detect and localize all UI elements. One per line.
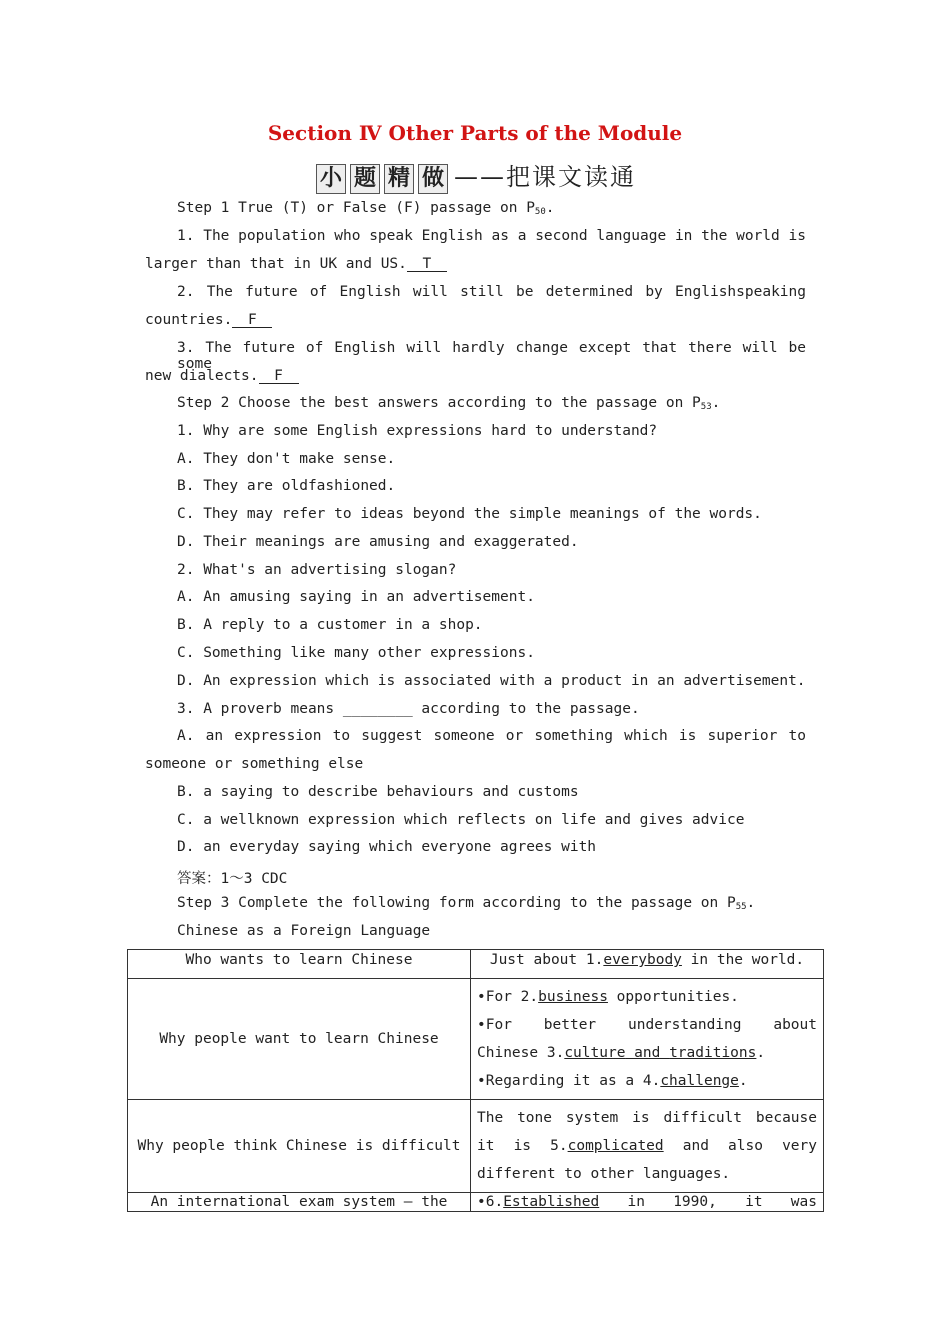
table-cell: Just about 1.everybody in the world. [471, 950, 824, 979]
subtitle-char: 题 [350, 164, 380, 194]
option: D. an everyday saying which everyone agrees with [177, 839, 597, 855]
table-cell: •For 2.business opportunities. •For better understanding about Chinese 3.culture and traditions. •Regarding it as a 4.challenge. [471, 979, 824, 1100]
chinese-foreign-language-table [127, 949, 824, 1212]
subtitle-char: 做 [418, 164, 448, 194]
option: D. Their meanings are amusing and exaggerated. [177, 534, 579, 550]
filled-answer: traditions [669, 1045, 757, 1061]
step1-item2-line2: countries. F [145, 312, 272, 328]
filled-answer: challenge [660, 1073, 739, 1089]
step1-item1-line2: larger than that in UK and US. T [145, 256, 447, 272]
option: A. an expression to suggest someone or something which is superior to [177, 728, 806, 744]
table-cell: The tone system is difficult because it is 5.complicated and also very different to other languages. [471, 1100, 824, 1193]
step1-item3-line1: 3. The future of English will hardly change except that there will be some [177, 340, 806, 372]
step2-heading: Step 2 Choose the best answers according to the passage on $P_{53}$. [177, 395, 721, 412]
table-row [128, 1193, 824, 1212]
filled-answer: complicated [567, 1138, 664, 1154]
table-cell: Who wants to learn Chinese [128, 950, 471, 979]
answer-blank: F [232, 313, 272, 328]
step3-heading: Step 3 Complete the following form according to the passage on $P_{55}$. [177, 895, 756, 912]
table-cell: •6.Established in 1990, it was [471, 1193, 824, 1212]
option: C. Something like many other expressions. [177, 645, 535, 661]
option: A. An amusing saying in an advertisement. [177, 589, 535, 605]
question-3: 3. A proverb means ________ according to the passage. [177, 701, 640, 717]
option: C. a wellknown expression which reflects on life and gives advice [177, 812, 745, 828]
option: B. They are oldfashioned. [177, 478, 396, 494]
question-1: 1. Why are some English expressions hard to understand? [177, 423, 658, 439]
option: C. They may refer to ideas beyond the simple meanings of the words. [177, 506, 762, 522]
filled-answer: culture [564, 1045, 626, 1061]
table-row [128, 979, 824, 1100]
option: A. They don't make sense. [177, 451, 396, 467]
table-cell: Why people think Chinese is difficult [128, 1100, 471, 1193]
subtitle-char: 小 [316, 164, 346, 194]
subtitle-rest: ——把课文读通 [454, 163, 636, 191]
step1-item3-line2: new dialects. F [145, 368, 299, 384]
section-subtitle [0, 157, 950, 194]
answer-blank: F [259, 369, 299, 384]
answer-blank: T [407, 257, 447, 272]
filled-answer: Established [503, 1194, 600, 1210]
option-continued: someone or something else [145, 756, 364, 772]
step1-item2-line1: 2. The future of English will still be determined by Englishspeaking [177, 284, 806, 300]
table-row [128, 1100, 824, 1193]
option: D. An expression which is associated with a product in an advertisement. [177, 673, 806, 689]
step1-heading: Step 1 True (T) or False (F) passage on $P_{50}$. [177, 200, 555, 217]
filled-answer: business [538, 989, 608, 1005]
table-row [128, 950, 824, 979]
question-2: 2. What's an advertising slogan? [177, 562, 457, 578]
table-cell: An international exam system — the [128, 1193, 471, 1212]
table-title: Chinese as a Foreign Language [177, 923, 431, 939]
answer-key: 答案：1～3 CDC [177, 871, 288, 887]
option: B. a saying to describe behaviours and customs [177, 784, 579, 800]
subtitle-char: 精 [384, 164, 414, 194]
table-cell: Why people want to learn Chinese [128, 979, 471, 1100]
option: B. A reply to a customer in a shop. [177, 617, 483, 633]
page-title: Section Ⅳ Other Parts of the Module [267, 121, 683, 145]
step1-item1-line1: 1. The population who speak English as a second language in the world is [177, 228, 806, 244]
filled-answer: everybody [603, 952, 682, 968]
